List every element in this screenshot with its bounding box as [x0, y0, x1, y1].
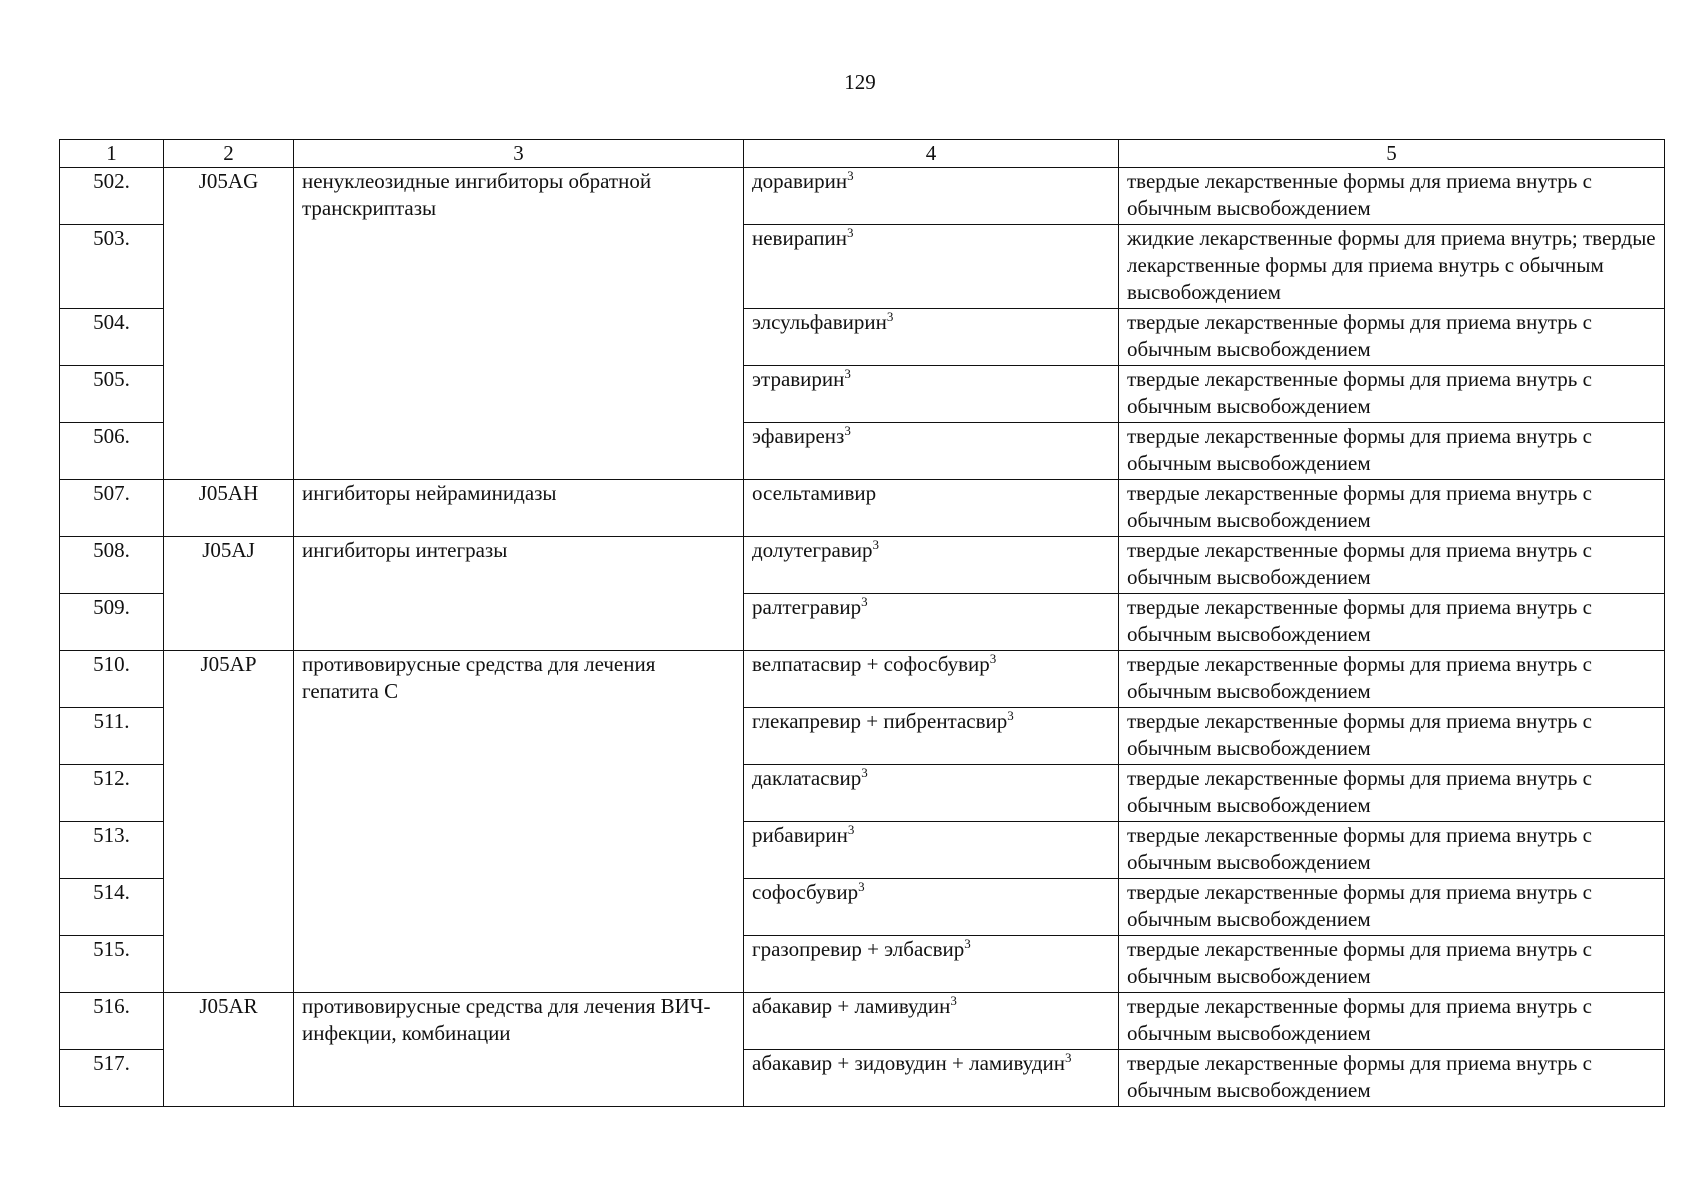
group-name: противовирусные средства для лечения гепатита С: [294, 651, 744, 993]
drug-cell: [744, 423, 1119, 480]
table-row: [60, 480, 1665, 537]
dosage-form: твердые лекарственные формы для приема внутрь с обычным высвобождением: [1119, 879, 1665, 936]
row-number: 507.: [60, 480, 164, 537]
row-number: 509.: [60, 594, 164, 651]
drug-name: велпатасвир + софосбувир: [752, 652, 990, 676]
group-name: ненуклеозидные ингибиторы обратной транскриптазы: [294, 168, 744, 480]
drug-name: этравирин: [752, 367, 845, 391]
row-number: 504.: [60, 309, 164, 366]
drug-cell: [744, 480, 1119, 537]
column-header-4: 4: [744, 140, 1119, 168]
drug-cell: [744, 765, 1119, 822]
drug-cell: [744, 936, 1119, 993]
atc-code: J05AR: [164, 993, 294, 1107]
drug-name: рибавирин: [752, 823, 848, 847]
drug-name: абакавир + зидовудин + ламивудин: [752, 1051, 1065, 1075]
group-name: ингибиторы интегразы: [294, 537, 744, 651]
drug-name: долутегравир: [752, 538, 873, 562]
drug-name: абакавир + ламивудин: [752, 994, 951, 1018]
drug-name: элсульфавирин: [752, 310, 887, 334]
table-row: [60, 168, 1665, 225]
footnote-mark: 3: [847, 168, 854, 183]
column-header-3: 3: [294, 140, 744, 168]
dosage-form: твердые лекарственные формы для приема внутрь с обычным высвобождением: [1119, 765, 1665, 822]
drug-cell: [744, 309, 1119, 366]
drug-name: глекапревир + пибрентасвир: [752, 709, 1008, 733]
footnote-mark: 3: [872, 537, 879, 552]
dosage-form: твердые лекарственные формы для приема внутрь с обычным высвобождением: [1119, 993, 1665, 1050]
atc-code: J05AP: [164, 651, 294, 993]
row-number: 511.: [60, 708, 164, 765]
dosage-form: твердые лекарственные формы для приема внутрь с обычным высвобождением: [1119, 366, 1665, 423]
row-number: 514.: [60, 879, 164, 936]
table-row: [60, 651, 1665, 708]
dosage-form: твердые лекарственные формы для приема внутрь с обычным высвобождением: [1119, 708, 1665, 765]
table-row: [60, 537, 1665, 594]
group-name: противовирусные средства для лечения ВИЧ-инфекции, комбинации: [294, 993, 744, 1107]
page-number: 129: [844, 70, 876, 94]
drug-cell: [744, 537, 1119, 594]
header-row: [60, 140, 1665, 168]
row-number: 512.: [60, 765, 164, 822]
dosage-form: твердые лекарственные формы для приема внутрь с обычным высвобождением: [1119, 651, 1665, 708]
drug-cell: [744, 225, 1119, 309]
dosage-form: твердые лекарственные формы для приема внутрь с обычным высвобождением: [1119, 1050, 1665, 1107]
drug-cell: [744, 879, 1119, 936]
row-number: 517.: [60, 1050, 164, 1107]
column-header-2: 2: [164, 140, 294, 168]
row-number: 513.: [60, 822, 164, 879]
dosage-form: жидкие лекарственные формы для приема внутрь; твердые лекарственные формы для приема внутрь с обычным высвобождением: [1119, 225, 1665, 309]
dosage-form: твердые лекарственные формы для приема внутрь с обычным высвобождением: [1119, 537, 1665, 594]
footnote-mark: 3: [846, 225, 854, 240]
drug-cell: [744, 993, 1119, 1050]
footnote-mark: 3: [861, 765, 868, 780]
drug-name: невирапин: [752, 226, 847, 250]
drug-name: гразопревир + элбасвир: [752, 937, 965, 961]
row-number: 503.: [60, 225, 164, 309]
footnote-mark: 3: [1007, 708, 1014, 723]
drug-cell: [744, 168, 1119, 225]
column-header-1: 1: [60, 140, 164, 168]
medicines-table: [59, 139, 1665, 1107]
footnote-mark: 3: [989, 651, 997, 666]
atc-code: J05AG: [164, 168, 294, 480]
footnote-mark: 3: [861, 594, 868, 609]
row-number: 508.: [60, 537, 164, 594]
column-header-5: 5: [1119, 140, 1665, 168]
drug-name: софосбувир: [752, 880, 859, 904]
row-number: 515.: [60, 936, 164, 993]
row-number: 502.: [60, 168, 164, 225]
drug-name: даклатасвир: [752, 766, 862, 790]
group-name: ингибиторы нейраминидазы: [294, 480, 744, 537]
drug-cell: [744, 708, 1119, 765]
drug-cell: [744, 366, 1119, 423]
drug-name: эфавиренз: [752, 424, 845, 448]
dosage-form: твердые лекарственные формы для приема внутрь с обычным высвобождением: [1119, 822, 1665, 879]
drug-cell: [744, 651, 1119, 708]
dosage-form: твердые лекарственные формы для приема внутрь с обычным высвобождением: [1119, 309, 1665, 366]
footnote-mark: 3: [964, 936, 971, 951]
row-number: 505.: [60, 366, 164, 423]
dosage-form: твердые лекарственные формы для приема внутрь с обычным высвобождением: [1119, 480, 1665, 537]
dosage-form: твердые лекарственные формы для приема внутрь с обычным высвобождением: [1119, 594, 1665, 651]
table-row: [60, 993, 1665, 1050]
drug-cell: [744, 822, 1119, 879]
drug-cell: [744, 1050, 1119, 1107]
drug-name: доравирин: [752, 169, 848, 193]
atc-code: J05AJ: [164, 537, 294, 651]
drug-cell: [744, 594, 1119, 651]
footnote-mark: 3: [844, 366, 851, 381]
row-number: 516.: [60, 993, 164, 1050]
footnote-mark: 3: [1065, 1050, 1072, 1065]
footnote-mark: 3: [858, 879, 865, 894]
footnote-mark: 3: [950, 993, 957, 1008]
footnote-mark: 3: [844, 423, 851, 438]
dosage-form: твердые лекарственные формы для приема внутрь с обычным высвобождением: [1119, 936, 1665, 993]
row-number: 510.: [60, 651, 164, 708]
dosage-form: твердые лекарственные формы для приема внутрь с обычным высвобождением: [1119, 168, 1665, 225]
atc-code: J05AH: [164, 480, 294, 537]
row-number: 506.: [60, 423, 164, 480]
drug-name: ралтегравир: [752, 595, 862, 619]
footnote-mark: 3: [847, 822, 855, 837]
dosage-form: твердые лекарственные формы для приема внутрь с обычным высвобождением: [1119, 423, 1665, 480]
drug-name: осельтамивир: [752, 481, 877, 505]
footnote-mark: 3: [886, 309, 894, 324]
